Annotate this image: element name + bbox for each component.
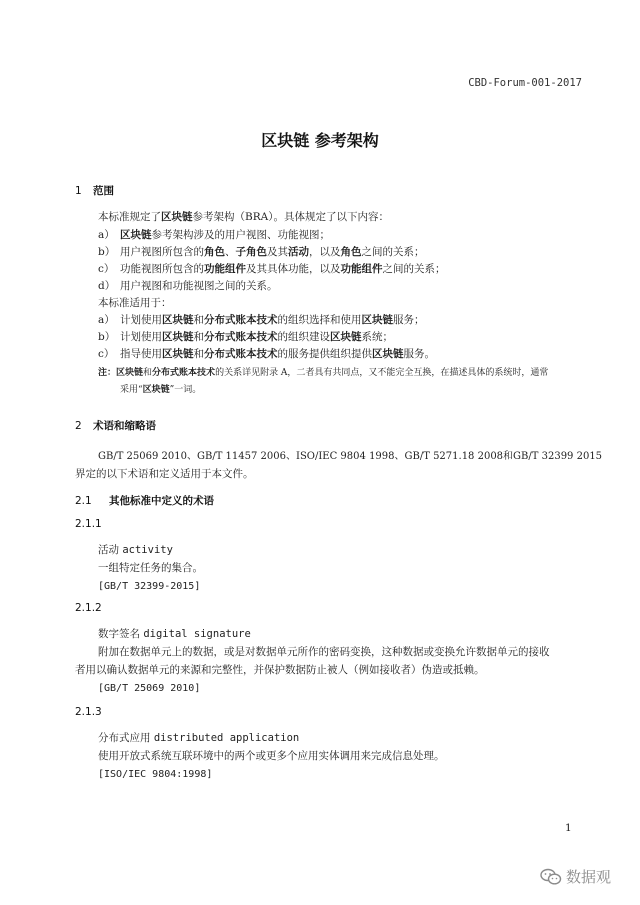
usage-list-item bbox=[98, 331, 393, 344]
note-label: 注： bbox=[98, 368, 117, 378]
list-marker: d） bbox=[98, 280, 116, 292]
section-title: 术语和缩略语 bbox=[93, 420, 156, 432]
bold-term: 角色 bbox=[340, 246, 362, 258]
bold-term: 区块链 bbox=[142, 385, 170, 395]
usage-list-item bbox=[98, 348, 435, 361]
text-run: 系统； bbox=[361, 331, 393, 343]
bold-term: 分布式账本技术 bbox=[152, 368, 216, 378]
text-run: 和 bbox=[193, 331, 204, 343]
text-run: 功能视图所包含的 bbox=[120, 263, 204, 275]
text-run: 用户视图所包含的 bbox=[120, 246, 204, 258]
term-definition: 附加在数据单元上的数据，或是对数据单元所作的密码变换，这种数据或变换允许数据单元的接收 bbox=[98, 646, 550, 658]
term-number: 2.1.3 bbox=[75, 706, 102, 718]
text-run: ”一词。 bbox=[169, 385, 202, 395]
text-run: 、 bbox=[225, 246, 236, 258]
bold-term: 活动 bbox=[288, 246, 309, 258]
term-en: distributed application bbox=[153, 732, 300, 744]
term-zh: 数字签名 bbox=[98, 628, 144, 640]
text-run: 的组织建设 bbox=[277, 331, 330, 343]
text-run: 的服务提供组织提供 bbox=[277, 348, 372, 360]
term-number: 2.1.2 bbox=[75, 602, 102, 614]
text-run: 服务。 bbox=[403, 348, 435, 360]
text-run: 服务； bbox=[393, 314, 425, 326]
term-reference: [GB/T 25069 2010] bbox=[98, 683, 201, 694]
watermark-text: 数据观 bbox=[566, 868, 612, 886]
bold-term: 区块链 bbox=[120, 229, 152, 241]
text-run: 的组织选择和使用 bbox=[277, 314, 362, 326]
bold-term: 区块链 bbox=[372, 348, 404, 360]
term-en: activity bbox=[122, 544, 173, 556]
term-reference: [ISO/IEC 9804:1998] bbox=[98, 769, 213, 780]
text-run: 之间的关系； bbox=[382, 263, 446, 275]
term-definition: 使用开放式系统互联环境中的两个或更多个应用实体调用来完成信息处理。 bbox=[98, 750, 445, 762]
usage-list-item bbox=[98, 314, 425, 327]
watermark bbox=[540, 866, 611, 887]
bold-term: 分布式账本技术 bbox=[204, 348, 278, 360]
text-run: 参考架构（BRA）。具体规定了以下内容： bbox=[192, 211, 389, 223]
text-run: 和 bbox=[143, 368, 153, 378]
text-run: 和 bbox=[193, 348, 204, 360]
bold-term: 区块链 bbox=[162, 331, 194, 343]
term-heading bbox=[98, 732, 299, 745]
term-heading bbox=[98, 544, 173, 557]
bold-term: 分布式账本技术 bbox=[204, 331, 278, 343]
wechat-icon bbox=[540, 868, 562, 886]
text-run: 及其具体功能，以及 bbox=[246, 263, 341, 275]
terms-para-line2: 界定的以下术语和定义适用于本文件。 bbox=[75, 468, 254, 480]
term-reference: [GB/T 32399-2015] bbox=[98, 581, 201, 592]
applies-heading: 本标准适用于： bbox=[98, 297, 172, 309]
text-run: 采用“ bbox=[120, 385, 143, 395]
text-run: 计划使用 bbox=[120, 314, 162, 326]
page-number: 1 bbox=[565, 822, 572, 834]
text-run: 的关系详见附录 A，二者具有共同点，又不能完全互换，在描述具体的系统时，通常 bbox=[215, 368, 549, 378]
bold-term: 功能组件 bbox=[340, 263, 383, 275]
terms-para-line1: GB/T 25069 2010、GB/T 11457 2006、ISO/IEC 9804 1998、GB/T 5271.18 2008和GB/T 32399 2015 bbox=[98, 451, 603, 462]
scope-list-item bbox=[98, 280, 278, 293]
bold-term: 区块链 bbox=[116, 368, 144, 378]
subsection-title: 其他标准中定义的术语 bbox=[109, 495, 214, 507]
scope-intro bbox=[98, 211, 389, 224]
bold-term: 区块链 bbox=[330, 331, 362, 343]
bold-term: 区块链 bbox=[162, 314, 194, 326]
bold-term: 功能组件 bbox=[204, 263, 246, 275]
bold-term: 角色 bbox=[204, 246, 225, 258]
scope-note bbox=[98, 365, 548, 378]
text-run: 及其 bbox=[267, 246, 288, 258]
text-run: 指导使用 bbox=[120, 348, 162, 360]
section-heading-1 bbox=[75, 183, 114, 198]
text-run: 和 bbox=[193, 314, 204, 326]
text-run: 本标准规定了 bbox=[98, 211, 161, 223]
text-run: ，以及 bbox=[309, 246, 341, 258]
scope-list-item bbox=[98, 263, 446, 276]
term-definition: 一组特定任务的集合。 bbox=[98, 562, 203, 574]
bold-term: 分布式账本技术 bbox=[204, 314, 278, 326]
list-marker: c） bbox=[98, 263, 115, 275]
scope-list-item bbox=[98, 246, 425, 259]
list-marker: b） bbox=[98, 246, 116, 258]
section-heading-2 bbox=[75, 418, 156, 433]
term-zh: 分布式应用 bbox=[98, 732, 154, 744]
term-heading bbox=[98, 628, 251, 641]
bold-term: 区块链 bbox=[361, 314, 393, 326]
text-run: 之间的关系； bbox=[361, 246, 425, 258]
scope-list-item bbox=[98, 229, 330, 242]
section-number: 1 bbox=[75, 185, 82, 197]
text-run: 参考架构涉及的用户视图、功能视图； bbox=[151, 229, 330, 241]
subsection-number: 2.1 bbox=[75, 495, 92, 507]
section-title: 范围 bbox=[93, 185, 114, 197]
term-definition: 者用以确认数据单元的来源和完整性，并保护数据防止被人（例如接收者）伪造或抵赖。 bbox=[75, 664, 485, 676]
term-zh: 活动 bbox=[98, 544, 123, 556]
list-marker: b） bbox=[98, 331, 116, 343]
list-marker: a） bbox=[98, 229, 115, 241]
text-run: 计划使用 bbox=[120, 331, 162, 343]
list-marker: c） bbox=[98, 348, 115, 360]
text-run: 用户视图和功能视图之间的关系。 bbox=[120, 280, 278, 292]
bold-term: 区块链 bbox=[162, 348, 194, 360]
page-title: 区块链 参考架构 bbox=[261, 131, 379, 150]
bold-term: 子角色 bbox=[235, 246, 267, 258]
document-id: CBD-Forum-001-2017 bbox=[468, 77, 582, 89]
term-number: 2.1.1 bbox=[75, 518, 102, 530]
list-marker: a） bbox=[98, 314, 115, 326]
subsection-heading bbox=[75, 493, 214, 508]
bold-term: 区块链 bbox=[161, 211, 193, 223]
scope-note-cont bbox=[120, 382, 201, 395]
section-number: 2 bbox=[75, 420, 82, 432]
term-en: digital signature bbox=[143, 628, 251, 640]
